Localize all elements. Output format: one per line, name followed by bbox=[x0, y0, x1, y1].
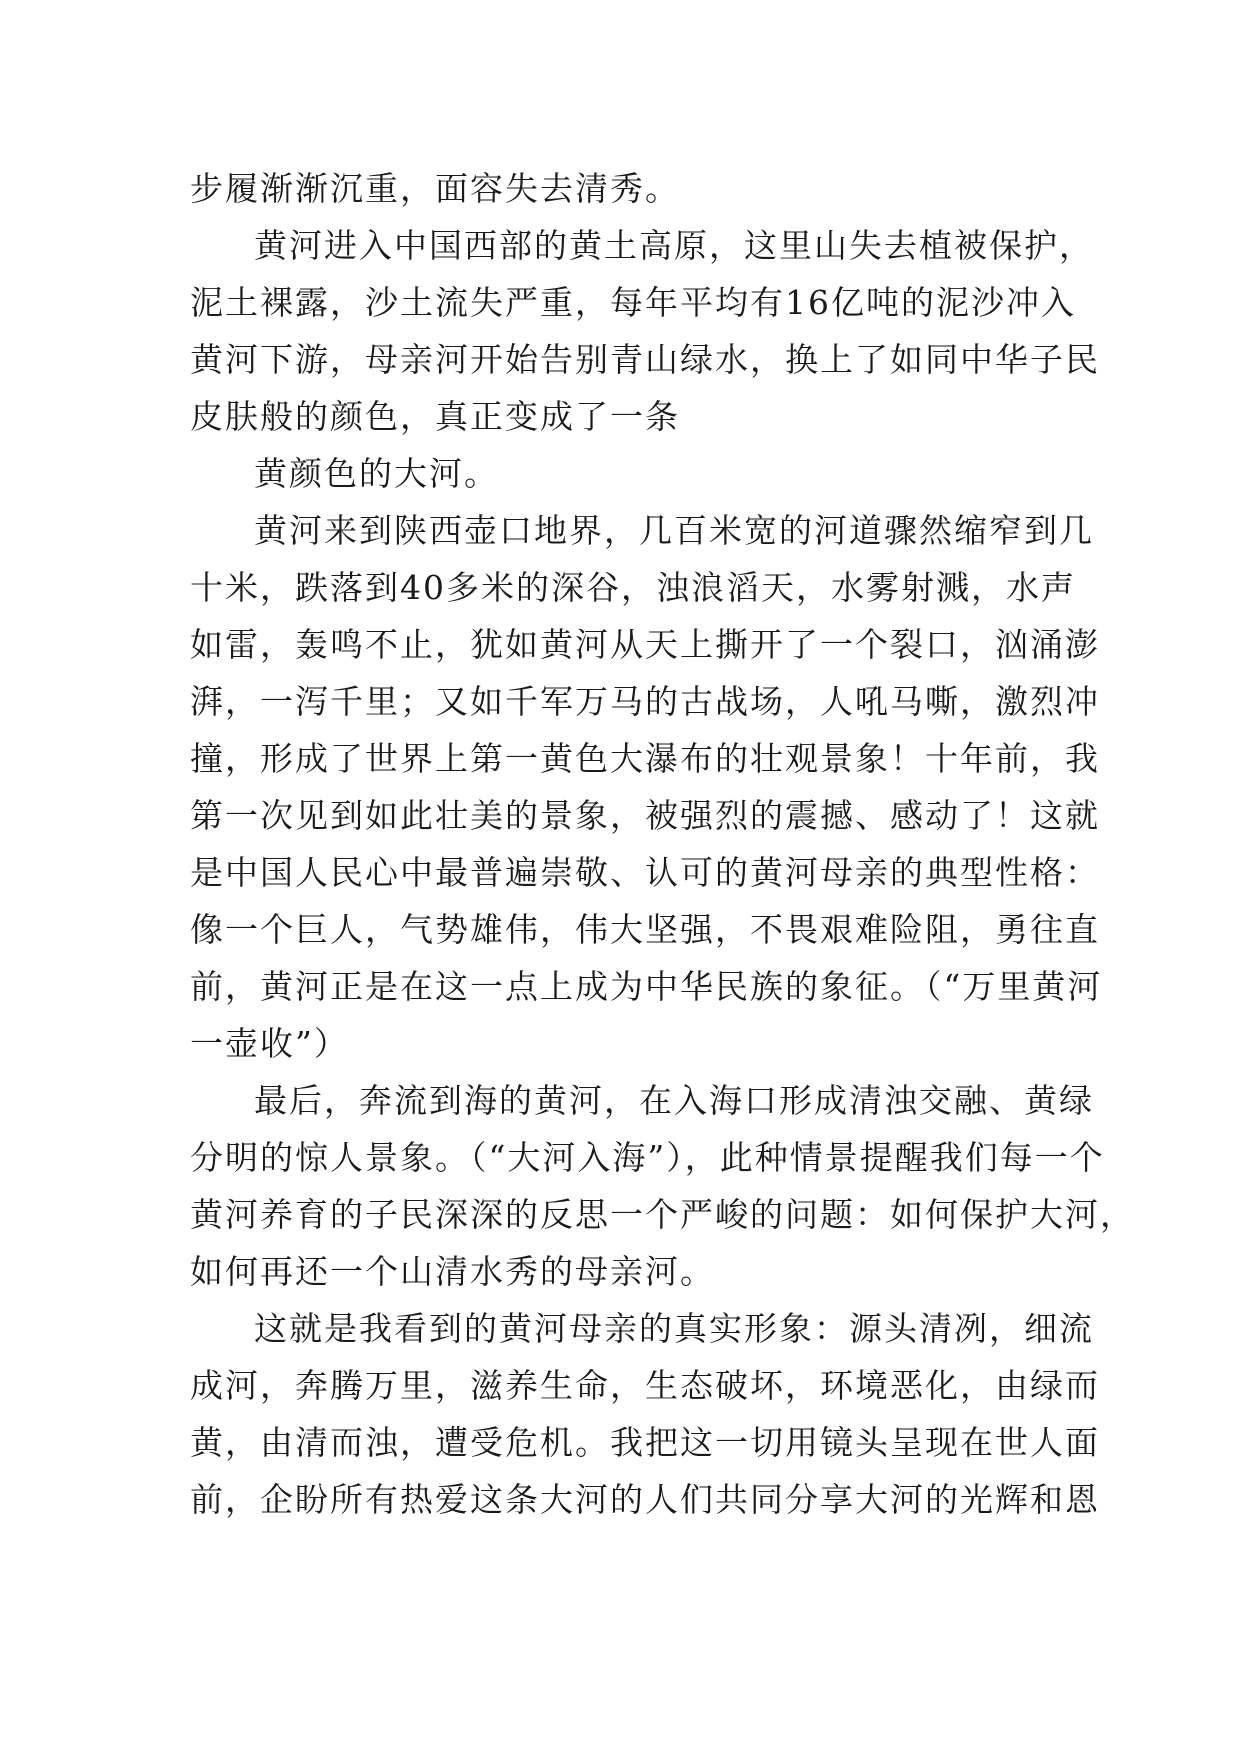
text-line: 成河，奔腾万里，滋养生命，生态破坏，环境恶化，由绿而 bbox=[190, 1366, 1100, 1405]
text-line: 如何再还一个山清水秀的母亲河。 bbox=[190, 1252, 715, 1291]
text-line: 是中国人民心中最普遍崇敬、认可的黄河母亲的典型性格： bbox=[190, 853, 1100, 892]
paragraph-first-line: 这就是我看到的黄河母亲的真实形象：源头清冽，细流 bbox=[254, 1309, 1094, 1348]
text-line: 黄河养育的子民深深的反思一个严峻的问题：如何保护大河， bbox=[190, 1195, 1135, 1234]
paragraph-first-line: 黄河进入中国西部的黄土高原，这里山失去植被保护， bbox=[254, 226, 1094, 265]
text-line: 湃，一泻千里；又如千军万马的古战场，人吼马嘶，激烈冲 bbox=[190, 682, 1100, 721]
text-line: 步履渐渐沉重，面容失去清秀。 bbox=[190, 169, 680, 208]
text-line: 前，黄河正是在这一点上成为中华民族的象征。（“万里黄河 bbox=[190, 967, 1103, 1006]
paragraph-first-line: 最后，奔流到海的黄河，在入海口形成清浊交融、黄绿 bbox=[254, 1081, 1094, 1120]
text-line: 黄河下游，母亲河开始告别青山绿水，换上了如同中华子民 bbox=[190, 340, 1100, 379]
text-line: 分明的惊人景象。（“大河入海”），此种情景提醒我们每一个 bbox=[190, 1138, 1105, 1177]
text-line: 第一次见到如此壮美的景象，被强烈的震撼、感动了！这就 bbox=[190, 796, 1100, 835]
paragraph-first-line: 黄河来到陕西壶口地界，几百米宽的河道骤然缩窄到几 bbox=[254, 511, 1094, 550]
text-line: 一壶收”） bbox=[190, 1024, 349, 1063]
text-line: 黄，由清而浊，遭受危机。我把这一切用镜头呈现在世人面 bbox=[190, 1423, 1100, 1462]
text-line: 像一个巨人，气势雄伟，伟大坚强，不畏艰难险阻，勇往直 bbox=[190, 910, 1100, 949]
text-line: 泥土裸露，沙土流失严重，每年平均有16亿吨的泥沙冲入 bbox=[190, 283, 1076, 322]
text-line: 如雷，轰鸣不止，犹如黄河从天上撕开了一个裂口，汹涌澎 bbox=[190, 625, 1100, 664]
text-line: 前，企盼所有热爱这条大河的人们共同分享大河的光辉和恩 bbox=[190, 1480, 1100, 1519]
text-line: 皮肤般的颜色，真正变成了一条 bbox=[190, 397, 680, 436]
body-text bbox=[190, 160, 1135, 1528]
text-line: 十米，跌落到40多米的深谷，浊浪滔天，水雾射溅，水声 bbox=[190, 568, 1076, 607]
paragraph-first-line: 黄颜色的大河。 bbox=[254, 454, 499, 493]
text-line: 撞，形成了世界上第一黄色大瀑布的壮观景象！十年前，我 bbox=[190, 739, 1100, 778]
